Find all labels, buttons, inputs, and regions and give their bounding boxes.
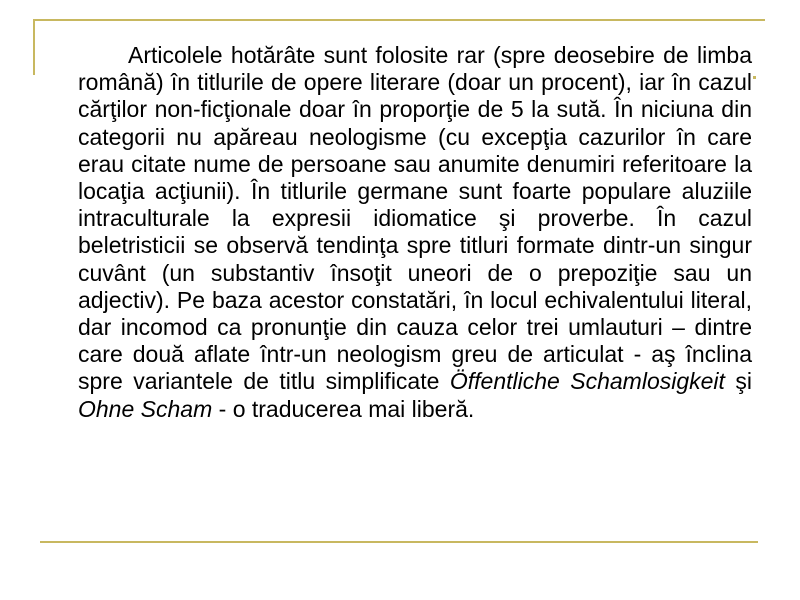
paragraph-text-part1: Articolele hotărâte sunt folosite rar (spre deosebire de limba română) în titlurile de opere literare (doar un procent), iar în cazul cărţilor non-ficţionale doar în proporţie de 5 la sută. În niciuna din categorii nu apăreau neologisme (cu excepţia cazurilor în care erau citate nume de persoane sau anumite denumiri referitoare la locaţia acţiunii). În titlurile germane sunt foarte populare aluziile intraculturale la expresii idiomatice şi proverbe. În cazul beletristicii se observă tendinţa spre titluri formate dintr-un singur cuvânt (un substantiv însoţit uneori de o prepoziţie sau un adjectiv). Pe baza acestor constatări, în locul echivalentului literal, dar incomod ca pronunţie din cauza celor trei umlauturi – dintre care două aflate într-un neologism greu de articulat - aş înclina spre variantele de titlu simplificate (78, 42, 752, 395)
paragraph-text-part2: şi (724, 368, 752, 395)
italic-title-2: Ohne Scham (78, 395, 213, 422)
accent-dot (753, 76, 756, 79)
top-accent-rule (33, 19, 765, 21)
body-paragraph (78, 42, 752, 423)
italic-title-1: Öffentliche Schamlosigkeit (449, 368, 725, 395)
paragraph-text-part3: - o traducerea mai liberă. (212, 395, 475, 422)
bottom-accent-rule (40, 541, 758, 543)
left-accent-rule (33, 19, 35, 75)
